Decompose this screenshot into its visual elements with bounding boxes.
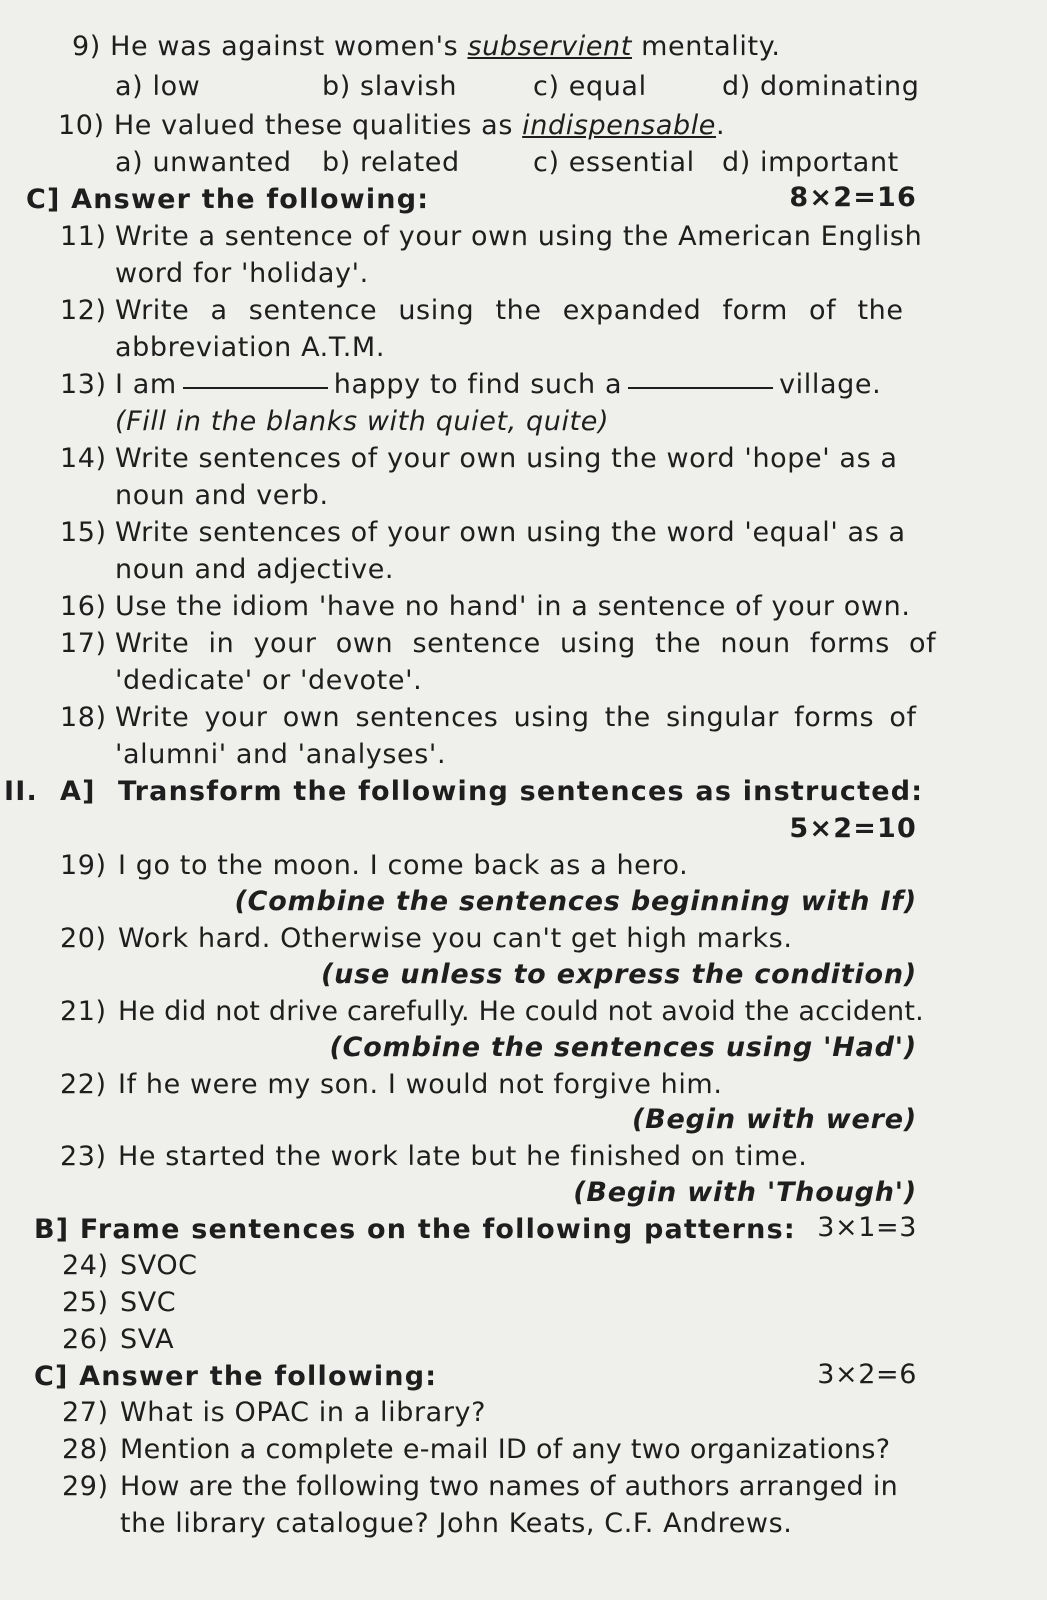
question-text: village. bbox=[779, 369, 882, 400]
question-text: Write your own sentences using the singular forms of bbox=[115, 702, 917, 733]
question-text: noun and adjective. bbox=[115, 554, 395, 585]
question-number: 18) bbox=[60, 702, 107, 733]
question-text: Mention a complete e-mail ID of any two organizations? bbox=[120, 1434, 891, 1465]
question-text: the library catalogue? John Keats, C.F. Andrews. bbox=[120, 1508, 793, 1539]
question-10 bbox=[58, 109, 725, 143]
section-heading: C] Answer the following: bbox=[26, 184, 430, 215]
question-number: 24) bbox=[62, 1250, 109, 1281]
section-marks: 5×2=10 bbox=[789, 813, 917, 844]
question-text: word for 'holiday'. bbox=[115, 258, 369, 289]
question-number: 27) bbox=[62, 1397, 109, 1428]
question-9 bbox=[72, 30, 781, 64]
section-number: II. bbox=[4, 776, 38, 807]
target-word: subservient bbox=[467, 31, 632, 62]
instruction-hint: (Begin with 'Though') bbox=[573, 1177, 917, 1208]
option-b: b) slavish bbox=[322, 71, 458, 102]
blank-line bbox=[628, 387, 773, 389]
question-number: 12) bbox=[60, 295, 107, 326]
question-text: If he were my son. I would not forgive him. bbox=[118, 1069, 723, 1100]
question-text: happy to find such a bbox=[333, 369, 623, 400]
question-text: He did not drive carefully. He could not avoid the accident. bbox=[118, 996, 924, 1027]
question-text: Use the idiom 'have no hand' in a sentence of your own. bbox=[115, 591, 911, 622]
question-text-post: mentality. bbox=[631, 31, 781, 62]
question-number: 17) bbox=[60, 628, 107, 659]
question-text: What is OPAC in a library? bbox=[120, 1397, 487, 1428]
instruction-hint: (Combine the sentences beginning with If) bbox=[234, 886, 917, 917]
option-a: a) low bbox=[115, 71, 201, 102]
instruction-hint: (Combine the sentences using 'Had') bbox=[329, 1032, 917, 1063]
target-word: indispensable bbox=[522, 110, 717, 141]
question-number: 28) bbox=[62, 1434, 109, 1465]
question-text: How are the following two names of authors arranged in bbox=[120, 1471, 899, 1502]
instruction-hint: (Begin with were) bbox=[632, 1104, 917, 1135]
question-text-pre: He valued these qualities as bbox=[113, 110, 523, 141]
question-text: I am bbox=[115, 369, 177, 400]
question-text: abbreviation A.T.M. bbox=[115, 332, 385, 363]
question-number: 13) bbox=[60, 369, 107, 400]
question-text: Write sentences of your own using the word 'hope' as a bbox=[115, 443, 898, 474]
question-text: Write a sentence using the expanded form of the bbox=[115, 295, 904, 326]
section-heading: C] Answer the following: bbox=[34, 1361, 438, 1392]
question-number: 23) bbox=[60, 1141, 107, 1172]
question-text-pre: He was against women's bbox=[110, 31, 468, 62]
question-number: 29) bbox=[62, 1471, 109, 1502]
question-number: 10) bbox=[58, 110, 105, 141]
question-number: 21) bbox=[60, 996, 107, 1027]
question-text-post: . bbox=[716, 110, 726, 141]
question-text: 'alumni' and 'analyses'. bbox=[115, 739, 447, 770]
question-number: 25) bbox=[62, 1287, 109, 1318]
question-text: SVC bbox=[120, 1287, 177, 1318]
question-number: 19) bbox=[60, 850, 107, 881]
instruction-hint: (Fill in the blanks with quiet, quite) bbox=[115, 406, 610, 437]
section-marks: 8×2=16 bbox=[789, 182, 917, 213]
question-text: Write sentences of your own using the word 'equal' as a bbox=[115, 517, 906, 548]
section-heading: Transform the following sentences as instructed: bbox=[118, 776, 924, 807]
option-c: c) essential bbox=[533, 147, 695, 178]
question-text: SVOC bbox=[120, 1250, 198, 1281]
question-number: 26) bbox=[62, 1324, 109, 1355]
option-d: d) important bbox=[722, 147, 899, 178]
question-number: 20) bbox=[60, 923, 107, 954]
blank-line bbox=[183, 387, 328, 389]
section-heading: B] Frame sentences on the following patterns: bbox=[34, 1214, 796, 1245]
question-number: 16) bbox=[60, 591, 107, 622]
instruction-hint: (use unless to express the condition) bbox=[320, 959, 917, 990]
question-text: 'dedicate' or 'devote'. bbox=[115, 665, 423, 696]
option-a: a) unwanted bbox=[115, 147, 292, 178]
question-number: 22) bbox=[60, 1069, 107, 1100]
question-text: SVA bbox=[120, 1324, 175, 1355]
question-text: noun and verb. bbox=[115, 480, 329, 511]
question-number: 14) bbox=[60, 443, 107, 474]
option-b: b) related bbox=[322, 147, 460, 178]
section-marks: 3×2=6 bbox=[817, 1359, 917, 1390]
question-number: 15) bbox=[60, 517, 107, 548]
option-c: c) equal bbox=[533, 71, 647, 102]
question-text: I go to the moon. I come back as a hero. bbox=[118, 850, 689, 881]
question-number: 9) bbox=[72, 31, 101, 62]
section-marks: 3×1=3 bbox=[817, 1212, 917, 1243]
option-d: d) dominating bbox=[722, 71, 920, 102]
question-text: Write a sentence of your own using the American English bbox=[115, 221, 923, 252]
section-label: A] bbox=[60, 776, 96, 807]
fill-blank-question bbox=[115, 368, 881, 402]
question-text: Write in your own sentence using the noun forms of bbox=[115, 628, 937, 659]
question-text: He started the work late but he finished on time. bbox=[118, 1141, 808, 1172]
question-number: 11) bbox=[60, 221, 107, 252]
question-text: Work hard. Otherwise you can't get high marks. bbox=[118, 923, 793, 954]
